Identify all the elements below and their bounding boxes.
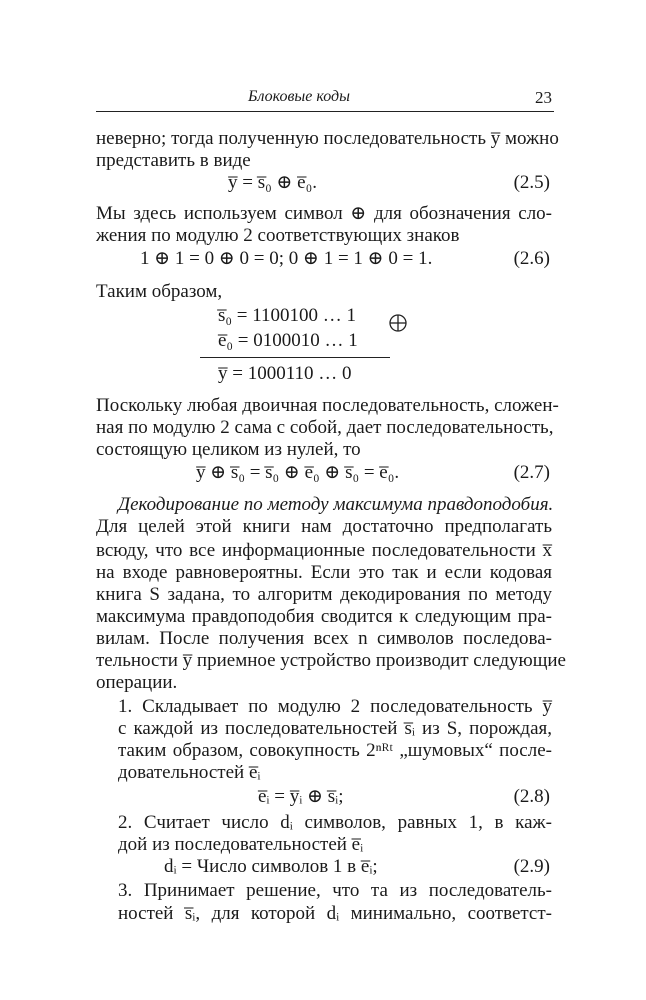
equation-number: (2.5) [513, 172, 550, 193]
text-line: книга S задана, то алгоритм декодирования по методу [96, 584, 552, 605]
sum-rule [200, 357, 390, 358]
list-item: 1. Складывает по модулю 2 последовательность y̅ [118, 696, 552, 717]
text-line: довательностей e̅ᵢ [118, 762, 261, 783]
equation-2-6: 1 ⊕ 1 = 0 ⊕ 0 = 0; 0 ⊕ 1 = 1 ⊕ 0 = 1. [140, 248, 433, 269]
list-item: 2. Считает число dᵢ символов, равных 1, в каж- [118, 812, 552, 833]
equation-2-7: y̅ ⊕ s̅₀ = s̅₀ ⊕ e̅₀ ⊕ s̅₀ = e̅₀. [196, 462, 400, 483]
text-line: таким образом, совокупность 2ⁿᴿᵗ „шумовых“ после- [118, 740, 552, 761]
text-line: вилам. После получения всех n символов последова- [96, 628, 552, 649]
equation-2-8: e̅ᵢ = y̅ᵢ ⊕ s̅ᵢ; [258, 786, 344, 807]
sum-row-y: y̅ = 1000110 … 0 [218, 363, 352, 384]
text-line: максимума правдоподобия сводится к следующим пра- [96, 606, 552, 627]
text-line: тельности y̅ приемное устройство производит следующие [96, 650, 566, 671]
equation-number: (2.6) [513, 248, 550, 269]
sum-row-e0: e̅₀ = 0100010 … 1 [218, 330, 358, 351]
text-line: на входе равновероятны. Если это так и если кодовая [96, 562, 552, 583]
text-line: представить в виде [96, 150, 251, 171]
oplus-icon [388, 313, 408, 333]
text-line: Мы здесь используем символ ⊕ для обозначения сло- [96, 203, 552, 224]
section-heading: Декодирование по методу максимума правдоподобия. [118, 494, 554, 515]
running-header [96, 88, 552, 112]
text-line: жения по модулю 2 соответствующих знаков [96, 225, 460, 246]
text-line: с каждой из последовательностей s̅ᵢ из S, порождая, [118, 718, 552, 739]
equation-2-9: dᵢ = Число символов 1 в e̅ᵢ; [164, 856, 378, 877]
text-line: дой из последовательностей e̅ᵢ [118, 834, 364, 855]
equation-number: (2.9) [513, 856, 550, 877]
text-line: ная по модулю 2 сама с собой, дает последовательность, [96, 417, 554, 438]
text-line: Поскольку любая двоичная последовательность, сложен- [96, 395, 559, 416]
page-number: 23 [535, 88, 552, 107]
text-line: операции. [96, 672, 178, 693]
sum-row-s0: s̅₀ = 1100100 … 1 [218, 305, 357, 326]
list-item: 3. Принимает решение, что та из последователь- [118, 880, 552, 901]
header-title: Блоковые коды [248, 88, 350, 105]
equation-number: (2.8) [513, 786, 550, 807]
text-line: состоящую целиком из нулей, то [96, 439, 361, 460]
text-line: Для целей этой книги нам достаточно предполагать [96, 516, 552, 537]
equation-2-5: y̅ = s̅₀ ⊕ e̅₀. [228, 172, 317, 193]
text-line: ностей s̅ᵢ, для которой dᵢ минимально, соответст- [118, 903, 552, 924]
text-line: неверно; тогда полученную последовательность y̅ можно [96, 128, 559, 149]
text-line: всюду, что все информационные последовательности x̅ [96, 540, 552, 561]
equation-number: (2.7) [513, 462, 550, 483]
header-rule [96, 111, 554, 112]
text-line: Таким образом, [96, 281, 223, 302]
